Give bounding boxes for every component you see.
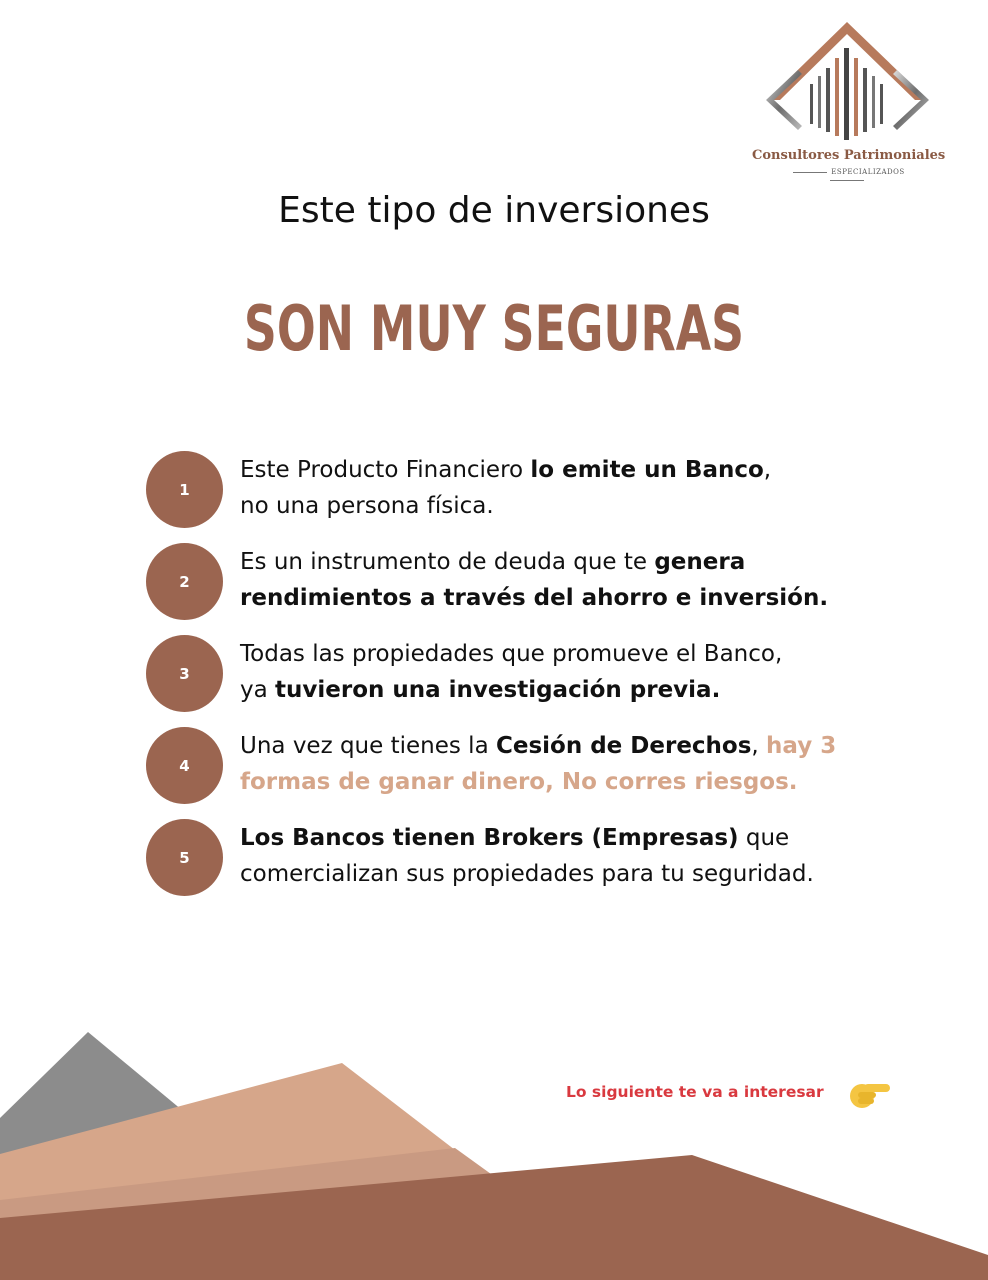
list-item [146,448,946,540]
item-text-bold: genera [654,549,746,575]
item-text [240,636,930,708]
list-item [146,724,946,816]
next-content-note: Lo siguiente te va a interesar [566,1083,824,1101]
page-headline: SON MUY SEGURAS [243,292,745,365]
item-text-accent: formas de ganar dinero, No corres riesgos. [240,769,798,795]
number-badge: 3 [146,635,223,712]
logo-name: Consultores Patrimoniales [752,148,946,163]
item-text-bold: Los Bancos tienen Brokers (Empresas) [240,825,739,851]
number-badge: 4 [146,727,223,804]
item-text-bold: lo emite un Banco [530,457,764,483]
number-badge: 5 [146,819,223,896]
item-text [240,544,930,616]
item-text-bold: rendimientos a través del ahorro e inversión. [240,585,829,611]
benefits-list [146,448,946,908]
logo-subtitle [772,168,922,184]
item-text-part: Una vez que tienes la [240,733,496,759]
item-text-accent: hay 3 [766,733,837,759]
item-text-part: , [763,457,772,483]
number-badge: 1 [146,451,223,528]
page-heading: Este tipo de inversiones [278,190,710,231]
item-text-part: , [751,733,767,759]
number-badge: 2 [146,543,223,620]
item-text-part: no una persona física. [240,493,494,519]
list-item [146,540,946,632]
list-item [146,816,946,908]
logo-mark-icon [760,18,935,146]
item-text [240,820,930,892]
item-text-part: comercializan sus propiedades para tu seguridad. [240,861,814,887]
item-text-part: Es un instrumento de deuda que te [240,549,655,575]
decorative-mountains [0,1020,988,1280]
list-item [146,632,946,724]
item-text-part: Todas las propiedades que promueve el Banco, [240,641,783,667]
item-text-part: Este Producto Financiero [240,457,531,483]
logo-subtitle-text: ESPECIALIZADOS [831,168,905,176]
item-text-part: ya [240,677,276,703]
item-text [240,452,930,524]
logo [752,18,946,183]
item-text-part: que [738,825,790,851]
item-text [240,728,930,800]
item-text-bold: Cesión de Derechos [495,733,752,759]
item-text-bold: tuvieron una investigación previa. [275,677,721,703]
pointing-right-hand-icon [848,1076,892,1112]
